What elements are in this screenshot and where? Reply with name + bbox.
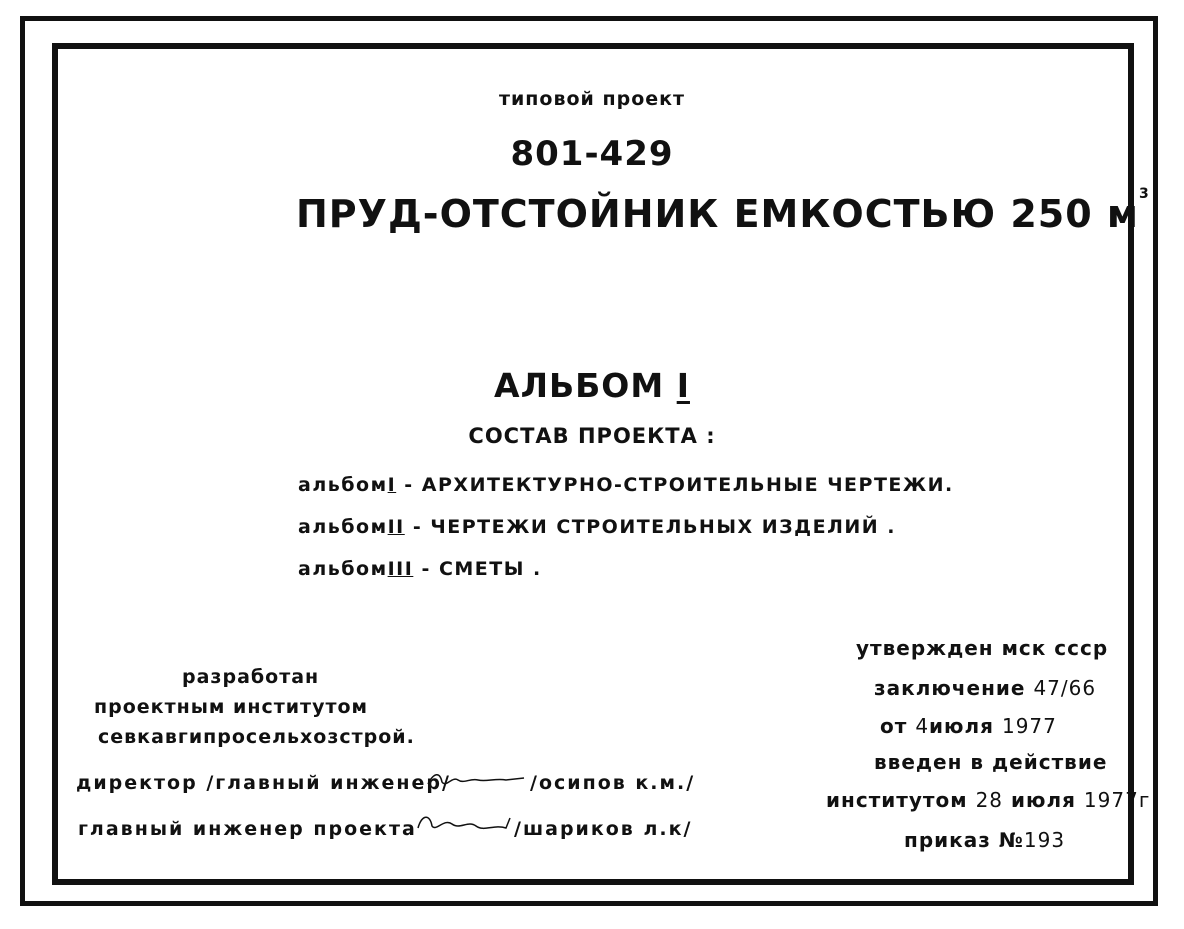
chief-engineer-label: главный инженер проекта bbox=[78, 818, 417, 840]
project-title-main: ПРУД-ОТСТОЙНИК ЕМКОСТЬЮ 250 м bbox=[296, 192, 1139, 236]
approval-conclusion-label: заключение bbox=[874, 676, 1026, 700]
approval-line-2 bbox=[874, 676, 1096, 700]
approval-line-6 bbox=[904, 828, 1065, 852]
composition-heading: СОСТАВ ПРОЕКТА : bbox=[468, 424, 716, 448]
developer-line-2: проектным институтом bbox=[94, 696, 369, 718]
approval-order-label: приказ № bbox=[904, 828, 1024, 852]
approval-date-month: июля bbox=[929, 714, 994, 738]
approval-date-label: от bbox=[880, 714, 908, 738]
album-label: АЛЬБОМ bbox=[494, 366, 665, 405]
chief-engineer-signature bbox=[414, 808, 514, 838]
list-item-prefix: альбом bbox=[298, 558, 388, 580]
approval-institute-month: июля bbox=[1011, 788, 1076, 812]
list-item-prefix: альбом bbox=[298, 474, 388, 496]
list-item bbox=[298, 516, 896, 538]
approval-order-number: 193 bbox=[1023, 828, 1066, 852]
list-item-text: - СМЕТЫ . bbox=[413, 558, 542, 580]
approval-line-4: введен в действие bbox=[874, 750, 1108, 774]
director-label: директор /главный инженер/ bbox=[76, 772, 451, 794]
approval-date-year: 1977 bbox=[1001, 714, 1057, 738]
album-heading bbox=[0, 366, 1184, 405]
project-type-label: типовой проект bbox=[498, 88, 686, 110]
list-item-text: - ЧЕРТЕЖИ СТРОИТЕЛЬНЫХ ИЗДЕЛИЙ . bbox=[404, 516, 896, 538]
chief-engineer-name: /шариков л.к/ bbox=[514, 818, 693, 840]
list-item-roman: III bbox=[387, 558, 414, 580]
list-item bbox=[298, 558, 542, 580]
director-signature bbox=[424, 768, 528, 792]
approval-institute-day: 28 bbox=[975, 788, 1004, 812]
developer-line-3: севкавгипросельхозстрой. bbox=[98, 726, 415, 748]
list-item bbox=[298, 474, 954, 496]
album-roman: I bbox=[676, 366, 690, 405]
list-item-prefix: альбом bbox=[298, 516, 388, 538]
developer-line-1: разработан bbox=[182, 666, 320, 688]
project-title-superscript: 3 bbox=[1138, 186, 1150, 202]
project-number: 801-429 bbox=[510, 134, 674, 174]
list-item-roman: II bbox=[387, 516, 405, 538]
approval-line-3 bbox=[880, 714, 1057, 738]
approval-institute-year: 1977г bbox=[1083, 788, 1151, 812]
list-item-roman: I bbox=[387, 474, 397, 496]
project-title bbox=[296, 186, 1150, 236]
director-name: /осипов к.м./ bbox=[530, 772, 696, 794]
approval-line-1: утвержден мск ссср bbox=[856, 636, 1109, 660]
approval-date-day: 4 bbox=[915, 714, 930, 738]
approval-conclusion-number: 47/66 bbox=[1033, 676, 1097, 700]
approval-institute-label: институтом bbox=[826, 788, 968, 812]
approval-line-5 bbox=[826, 788, 1150, 812]
list-item-text: - АРХИТЕКТУРНО-СТРОИТЕЛЬНЫЕ ЧЕРТЕЖИ. bbox=[396, 474, 954, 496]
